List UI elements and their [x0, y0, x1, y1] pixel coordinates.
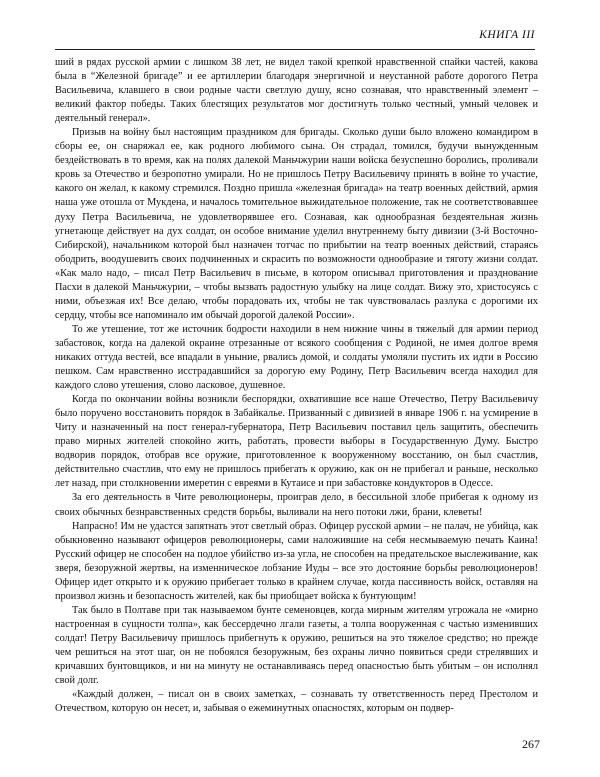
paragraph: Призыв на войну был настоящим праздником для бригады. Сколько души было вложено командиром в сборы ее, он снаряжал ее, как родного любимого сына. Он страдал, томился, будучи вынужденным бездействовать в то время, как на полях далекой Маньчжурии наши войска безуспешно боролись, проливали кровь за Отечество и безропотно умирали. Но не пришлось Петру Васильевичу принять в войне то участие, какого он желал, к какому стремился. Поздно пришла «железная бригада» на театр военных действий, армия наша уже отошла от Мукдена, и началось томительное выжидательное положение, так не соответствовавшее духу Петра Васильевича, не удовлетворявшее его. Сознавая, как однообразная бездеятельная жизнь угнетающе действует на дух солдат, он особое внимание уделил внутреннему быту дивизии (3-й Восточно-Сибирской), начальником которой был назначен тотчас по прибытии на театр военных действий, стараясь ободрить, воодушевить своих подчиненных и скрасить по возможности однообразие и тяготу жизни солдат. «Как мало надо, – писал Петр Васильевич в письме, в котором описывал приготовления и празднование Пасхи в далекой Маньчжурии, – чтобы вызвать радостную улыбку на лице солдат. Вижу это, христосуясь с ними, объезжая их! Все делаю, чтобы порадовать их, чтобы не так чувствовалась разлука с дорогими их сердцу, чтобы все напоминало им обычай дорогой далекой России». — [55, 127, 538, 321]
paragraph: Когда по окончании войны возникли беспорядки, охватившие все наше Отечество, Петру Васильевичу было поручено восстановить порядок в Забайкалье. Призванный с дивизией в январе 1906 г. на усмирение в Читу и назначенный на пост генерал-губернатора, Петр Васильевич поставил цель защитить, обеспечить право мирных жителей спокойно жить, работать, провести выборы в Государственную Думу. Быстро водворив порядок, отобрав все оружие, приготовленное к вооруженному восстанию, он был счастлив, действительно счастлив, что ему не пришлось прибегать к оружию, как он не прибегал и раньше, несколько лет назад, при столкновении имеретин с евреями в Кутаисе и при забастовке кондукторов в Одессе. — [55, 394, 538, 490]
paragraph: «Каждый должен, – писал он в своих заметках, – сознавать ту ответственность перед Престолом и Отечеством, которую он несет, и, забывая о ежеминутных опасностях, которым он подвер- — [55, 689, 538, 715]
body-text — [55, 56, 538, 716]
paragraph: За его деятельность в Чите революционеры, проиграв дело, в бессильной злобе прибегая к одному из своих обычных безнравственных средств борьбы, выливали на него потоки лжи, брани, клеветы! — [55, 492, 538, 518]
header-rule — [55, 49, 535, 50]
page-number: 267 — [522, 737, 540, 751]
paragraph: ший в рядах русской армии с лишком 38 лет, не видел такой крепкой нравственной спайки частей, какова была в “Железной бригаде” и ее артиллерии благодаря энергичной и неустанной работе дорогого Петра Васильевича, клавшего в свои родные части светлую душу, ясно сознавая, что нравственный элемент – великий фактор победы. Таких блестящих результатов мог достигнуть только честный, умный человек и деятельный генерал». — [55, 57, 538, 125]
running-header — [55, 26, 535, 50]
paragraph: Так было в Полтаве при так называемом бунте семеновцев, когда мирным жителям угрожала не «мирно настроенная в сущности толпа», как бессердечно лгали газеты, а толпа вооруженная с частью изменивших солдат! Петру Васильевичу пришлось прибегнуть к оружию, решиться на это тяжелое средство; но прежде чем решиться на этот шаг, он не побоялся безоружным, без охраны лично появиться среди стрелявших и кричавших бунтовщиков, и ни на минуту не останавливаясь перед опасностью быть убитым – он исполнял свой долг. — [55, 604, 538, 687]
paragraph: То же утешение, тот же источник бодрости находили в нем нижние чины в тяжелый для армии период забастовок, когда на далекой окраине отрезанные от всякого сообщения с Родиной, не имея долгое время никаких оттуда вестей, все впадали в уныние, рвались домой, и солдаты умоляли пустить их идти в Россию пешком. Сам нравственно исстрадавшийся за дорогую ему Родину, Петр Васильевич всегда находил для каждого слово утешения, слово ласковое, душевное. — [55, 323, 538, 392]
paragraph: Напрасно! Им не удастся запятнать этот светлый образ. Офицер русской армии – не палач, не убийца, как обыкновенно называют офицеров революционеры, сами наложившие на себя несмываемую печать Каина! Русский офицер не способен на подлое убийство из-за угла, не способен на предательское выслеживание, как зверя, безоружной жертвы, на изменническое лобзание Иуды – все это достояние борьбы революционеров! Офицер идет открыто и к оружию прибегает только в крайнем случае, когда пассивность войск, оставляя на произвол жизнь и безопасность жителей, как бы приобщает войска к бунтующим! — [55, 520, 538, 602]
running-header-title: КНИГА III — [479, 29, 535, 41]
